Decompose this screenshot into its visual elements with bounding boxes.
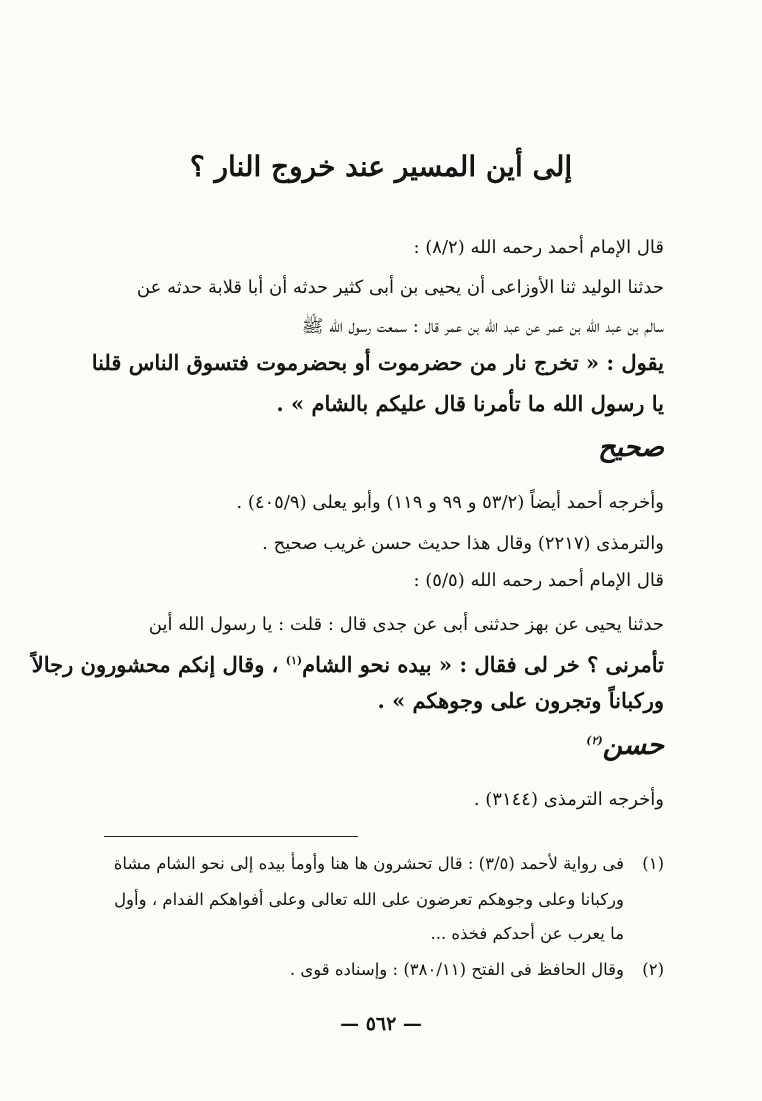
hadith1-matn-line1: يقول : « تخرج نار من حضرموت أو بحضرموت فتسوق الناس قلنا xyxy=(91,350,664,375)
footnote-1-text2: وركبانا وعلى وجوهكم تعرضون على الله تعالى وعلى أفواهكم الفدام ، وأول xyxy=(114,890,624,909)
footnote-ref-2: (٢) xyxy=(586,734,603,747)
footnote-1-line2 xyxy=(100,886,664,916)
hadith2-matn-line1 xyxy=(31,644,664,680)
hadith2-intro: قال الإمام أحمد رحمه الله (٥/٥) : xyxy=(413,570,664,591)
hadith1-matn-line2: يا رسول الله ما تأمرنا قال عليكم بالشام » . xyxy=(276,391,664,416)
hadith1-isnad-line2: سالم بن عبد الله بن عمر عن عبد الله بن عمر قال : سمعت رسول الله ﷺ xyxy=(301,316,664,337)
hadith2-takhrij-line1: وأخرجه الترمذى (٣١٤٤) . xyxy=(473,789,664,810)
footnote-separator xyxy=(104,836,358,837)
footnote-2-text1: وقال الحافظ فى الفتح (٣٨٠/١١) : وإسناده قوى . xyxy=(289,960,624,979)
footnote-1-line1 xyxy=(100,850,664,880)
hadith2-grade xyxy=(586,730,664,761)
hadith2-matn-part1: تأمرنى ؟ خر لى فقال : « بيده نحو الشام xyxy=(302,652,664,677)
hadith1-grade: صحيح xyxy=(598,432,664,463)
hadith2-grade-text: حسن xyxy=(602,730,664,761)
footnote-1-line3 xyxy=(100,920,664,950)
footnote-1-text3: ما يعرب عن أحدكم فخذه ... xyxy=(430,924,624,943)
hadith1-takhrij-line1: وأخرجه أحمد أيضاً (٥٣/٢ و ٩٩ و ١١٩) وأبو يعلى (٤٠٥/٩) . xyxy=(236,492,664,513)
page-title: إلى أين المسير عند خروج النار ؟ xyxy=(189,150,573,183)
footnote-ref-1: (١) xyxy=(285,654,303,667)
hadith1-takhrij-line2: والترمذى (٢٢١٧) وقال هذا حديث حسن غريب صحيح . xyxy=(262,533,664,554)
footnote-1-number: (١) xyxy=(642,854,664,873)
hadith2-isnad-line1: حدثنا يحيى عن بهز حدثنى أبى عن جدى قال : قلت : يا رسول الله أين xyxy=(148,614,664,635)
footnote-2-line1 xyxy=(100,956,664,986)
hadith2-matn-line2: وركباناً وتجرون على وجوهكم » . xyxy=(377,688,664,713)
hadith1-isnad-line1: حدثنا الوليد ثنا الأوزاعى أن يحيى بن أبى كثير حدثه أن أبا قلابة حدثه عن xyxy=(136,277,664,298)
footnote-1-text1: فى رواية لأحمد (٣/٥) : قال تحشرون ها هنا وأومأ بيده إلى نحو الشام مشاة xyxy=(113,854,624,873)
footnote-2-number: (٢) xyxy=(642,960,664,979)
hadith1-intro: قال الإمام أحمد رحمه الله (٨/٢) : xyxy=(413,237,664,258)
page-number: — ٥٦٢ — xyxy=(340,1013,422,1035)
hadith2-matn-part2: ، وقال إنكم محشورون رجالاً xyxy=(31,652,286,677)
